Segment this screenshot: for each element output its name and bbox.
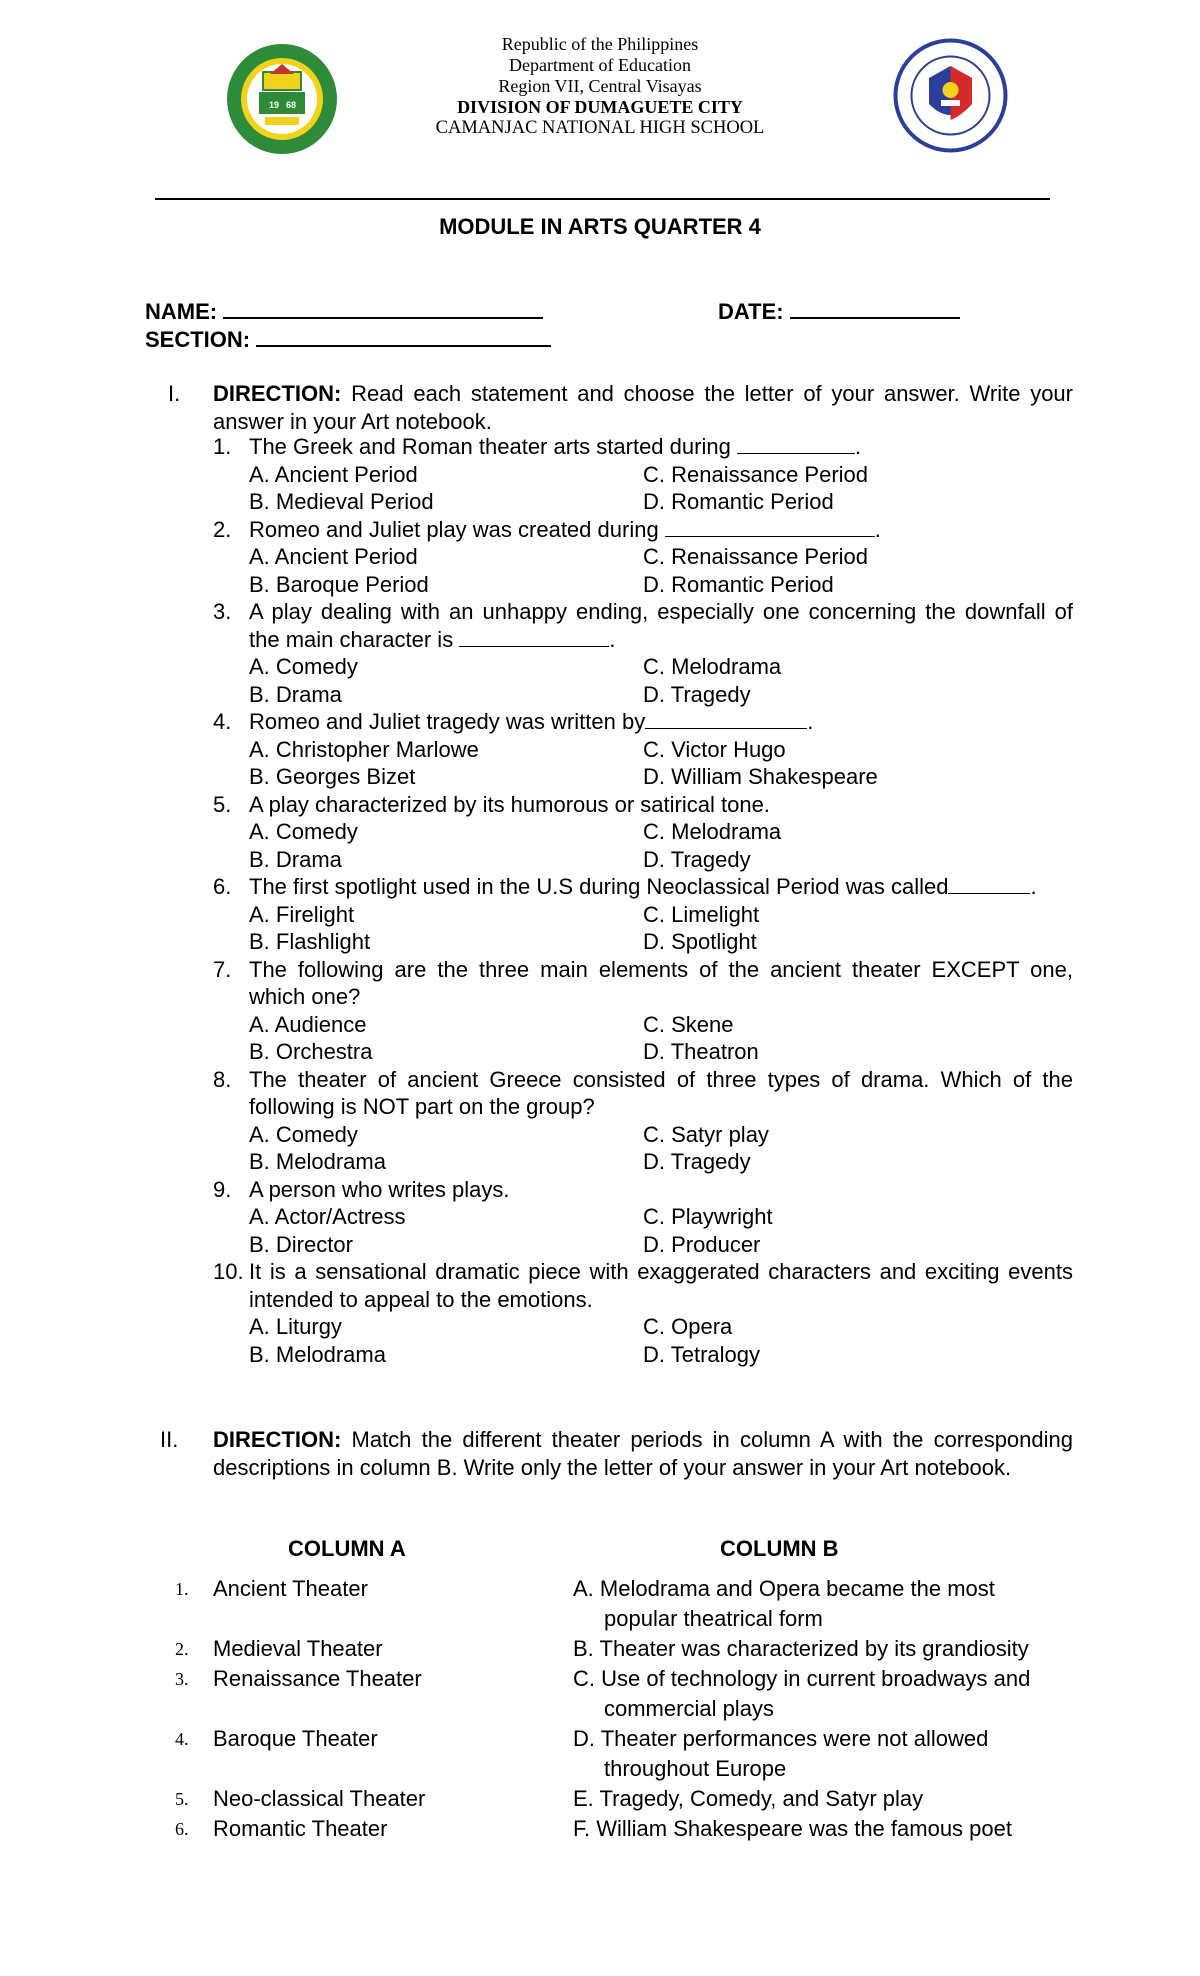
option-a: A. Comedy (249, 819, 358, 844)
option-b: B. Orchestra (249, 1039, 373, 1064)
question-text: The theater of ancient Greece consisted of three types of drama. Which of the following is NOT part on the group? (249, 1066, 1073, 1119)
part2-direction-text: Match the different theater periods in column A with the corresponding descriptions in column B. Write only the letter of your answer in your Art notebook. (213, 1427, 1073, 1480)
logo-year-b: 68 (285, 100, 297, 110)
option-d: D. Tragedy (643, 681, 751, 707)
option-d: D. Spotlight (643, 929, 757, 954)
question-text: A play dealing with an unhappy ending, especially one concerning the downfall of the main character is (249, 599, 1073, 652)
option-c: C. Melodrama (643, 819, 782, 844)
column-b-text: A. Melodrama and Opera became the most (573, 1576, 995, 1601)
question-text: A play characterized by its humorous or satirical tone. (249, 791, 770, 817)
question-number: 6. (213, 874, 232, 899)
letterhead (380, 34, 820, 139)
column-b-text-cont: commercial plays (604, 1696, 774, 1721)
match-row (175, 1664, 1075, 1724)
option-a: A. Ancient Period (249, 461, 418, 487)
option-d: D. William Shakespeare (643, 764, 878, 789)
question-8 (213, 1066, 1073, 1176)
option-c: C. Renaissance Period (643, 544, 869, 569)
question-number: 1. (213, 434, 232, 459)
option-a: A. Liturgy (249, 1314, 342, 1339)
option-c: C. Limelight (643, 901, 760, 927)
option-d: D. Tragedy (643, 1149, 751, 1174)
question-text: A person who writes plays. (249, 1176, 510, 1202)
question-text: Romeo and Juliet play was created during (249, 516, 665, 542)
question-number: 7. (213, 956, 232, 982)
column-a-item: Romantic Theater (213, 1816, 388, 1841)
answer-blank (665, 518, 875, 537)
answer-blank (459, 628, 609, 647)
section-field[interactable] (145, 326, 551, 354)
option-d: D. Theatron (643, 1039, 759, 1064)
column-a-item: Medieval Theater (213, 1636, 383, 1661)
answer-blank (645, 710, 807, 729)
option-a: A. Audience (249, 1011, 367, 1037)
date-blank[interactable] (790, 299, 960, 319)
question-5 (213, 791, 1073, 874)
answer-blank (948, 875, 1030, 894)
letterhead-school: CAMANJAC NATIONAL HIGH SCHOOL (435, 118, 765, 138)
option-c: C. Renaissance Period (643, 461, 869, 487)
option-a: A. Comedy (249, 1121, 358, 1147)
question-9 (213, 1176, 1073, 1259)
column-b-text: C. Use of technology in current broadways and (573, 1666, 1031, 1691)
column-b-item (573, 1814, 1075, 1844)
question-text: The following are the three main elements of the ancient theater EXCEPT one, which one? (249, 956, 1073, 1009)
option-a: A. Ancient Period (249, 544, 418, 569)
option-a: A. Christopher Marlowe (249, 736, 479, 762)
question-text: The first spotlight used in the U.S during Neoclassical Period was called (249, 874, 949, 899)
question-number: 9. (213, 1176, 232, 1202)
date-field[interactable] (718, 298, 960, 326)
question-3 (213, 598, 1073, 708)
match-number: 2. (175, 1639, 189, 1659)
match-number: 1. (175, 1579, 189, 1599)
logo-year-a: 19 (268, 100, 280, 110)
question-number: 3. (213, 599, 232, 624)
match-number: 4. (175, 1729, 189, 1749)
answer-blank (737, 435, 855, 454)
column-a-item: Neo-classical Theater (213, 1786, 426, 1811)
option-c: C. Satyr play (643, 1121, 769, 1147)
match-row (175, 1784, 1075, 1814)
part1-numeral: I. (168, 381, 181, 406)
section-label: SECTION: (145, 327, 251, 352)
option-d: D. Tragedy (643, 846, 751, 872)
column-b-text-cont: throughout Europe (604, 1756, 787, 1781)
option-d: D. Romantic Period (643, 489, 834, 514)
option-b: B. Melodrama (249, 1149, 386, 1174)
option-c: C. Skene (643, 1011, 734, 1037)
option-b: B. Drama (249, 846, 342, 872)
question-7 (213, 956, 1073, 1066)
option-b: B. Drama (249, 681, 342, 707)
column-b-item (573, 1724, 1075, 1784)
name-label: NAME: (145, 299, 218, 324)
option-b: B. Director (249, 1231, 353, 1257)
question-number: 5. (213, 791, 232, 817)
question-text: It is a sensational dramatic piece with exaggerated characters and exciting events intended to appeal to the emotions. (249, 1259, 1073, 1312)
letterhead-republic: Republic of the Philippines (501, 34, 699, 54)
column-a-item: Renaissance Theater (213, 1666, 422, 1691)
match-number: 3. (175, 1669, 189, 1689)
column-b-text: B. Theater was characterized by its grandiosity (573, 1636, 1029, 1661)
question-text: Romeo and Juliet tragedy was written by (249, 709, 646, 734)
question-number: 10. (213, 1259, 244, 1284)
option-c: C. Melodrama (643, 654, 782, 679)
part1-direction-label: DIRECTION: (213, 381, 342, 406)
column-a-item: Ancient Theater (213, 1576, 368, 1601)
option-b: B. Flashlight (249, 929, 371, 954)
question-end: . (854, 434, 862, 459)
part2-direction-label: DIRECTION: (213, 1427, 342, 1452)
match-row (175, 1724, 1075, 1784)
match-number: 6. (175, 1819, 189, 1839)
match-number: 5. (175, 1789, 189, 1809)
column-a-heading: COLUMN A (288, 1536, 406, 1561)
match-row (175, 1634, 1075, 1664)
deped-logo (893, 38, 1008, 153)
question-1 (213, 433, 1073, 516)
column-b-item (573, 1574, 1075, 1634)
part2-direction (213, 1426, 1073, 1481)
part2-numeral: II. (160, 1427, 179, 1452)
name-field[interactable] (145, 298, 543, 326)
matching-table (175, 1574, 1075, 1844)
question-number: 2. (213, 516, 232, 542)
question-list (213, 433, 1073, 1368)
question-end: . (807, 709, 814, 734)
question-2 (213, 516, 1073, 599)
name-blank[interactable] (223, 299, 543, 319)
option-d: D. Tetralogy (643, 1341, 760, 1367)
option-d: D. Romantic Period (643, 571, 834, 597)
option-b: B. Baroque Period (249, 571, 429, 597)
column-b-item (573, 1784, 1075, 1814)
column-a-item: Baroque Theater (213, 1726, 378, 1751)
option-c: C. Victor Hugo (643, 736, 786, 762)
question-4 (213, 708, 1073, 791)
question-6 (213, 873, 1073, 956)
option-b: B. Medieval Period (249, 489, 434, 514)
column-b-text: D. Theater performances were not allowed (573, 1726, 989, 1751)
question-end: . (874, 516, 881, 542)
option-b: B. Melodrama (249, 1341, 386, 1367)
letterhead-department: Department of Education (509, 55, 691, 75)
letterhead-region: Region VII, Central Visayas (498, 76, 702, 96)
question-end: . (609, 626, 616, 652)
option-a: A. Actor/Actress (249, 1204, 406, 1229)
school-logo (225, 42, 339, 156)
question-number: 8. (213, 1066, 232, 1092)
section-blank[interactable] (256, 327, 551, 347)
match-row (175, 1814, 1075, 1844)
page-title: MODULE IN ARTS QUARTER 4 (439, 214, 761, 239)
column-b-text: E. Tragedy, Comedy, and Satyr play (573, 1786, 924, 1811)
option-c: C. Playwright (643, 1204, 773, 1229)
question-end: . (1030, 874, 1037, 899)
part1-direction-text: Read each statement and choose the letter of your answer. Write your answer in your Art notebook. (213, 381, 1073, 434)
column-b-item (573, 1664, 1075, 1724)
header-divider (155, 198, 1050, 200)
option-a: A. Firelight (249, 901, 355, 927)
letterhead-division: DIVISION OF DUMAGUETE CITY (457, 97, 743, 117)
question-number: 4. (213, 709, 232, 734)
question-10 (213, 1258, 1073, 1368)
option-a: A. Comedy (249, 654, 358, 679)
date-label: DATE: (718, 299, 784, 324)
option-c: C. Opera (643, 1314, 733, 1339)
column-b-heading: COLUMN B (720, 1536, 839, 1561)
column-b-text-cont: popular theatrical form (604, 1606, 823, 1631)
match-row (175, 1574, 1075, 1634)
column-b-text: F. William Shakespeare was the famous poet (573, 1816, 1012, 1841)
option-b: B. Georges Bizet (249, 764, 416, 789)
part1-direction (213, 380, 1073, 435)
column-b-item (573, 1634, 1075, 1664)
question-text: The Greek and Roman theater arts started during (249, 434, 737, 459)
option-d: D. Producer (643, 1231, 761, 1257)
